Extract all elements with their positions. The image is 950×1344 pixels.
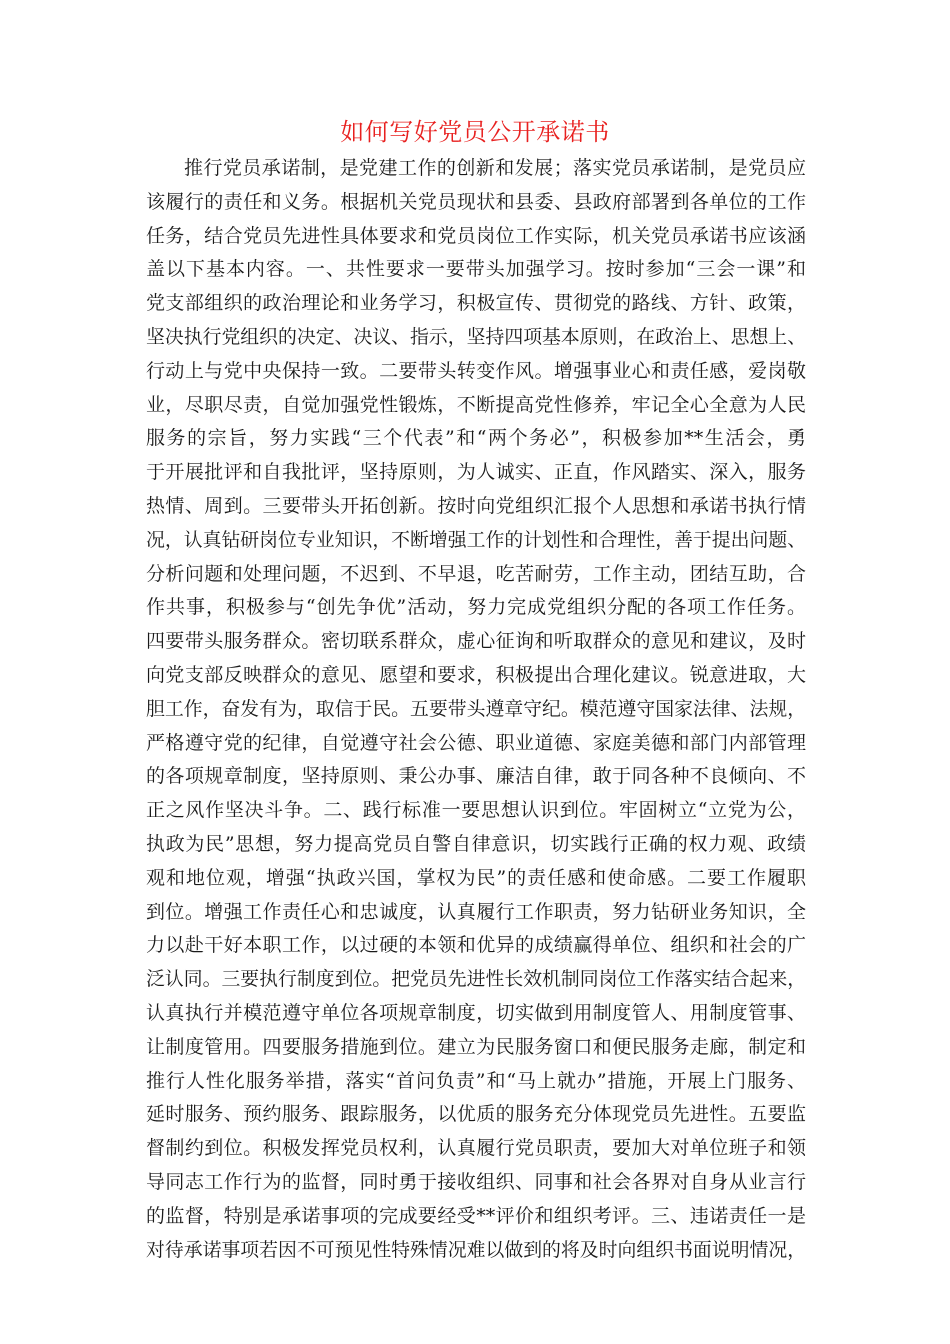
paragraph-line: 向党支部反映群众的意见、愿望和要求，积极提出合理化建议。锐意进取，大 (146, 663, 806, 686)
document-body (146, 152, 806, 1267)
paragraph-line: 执政为民”思想，努力提高党员自警自律意识，切实践行正确的权力观、政绩 (146, 832, 806, 855)
paragraph-line: 盖以下基本内容。一、共性要求一要带头加强学习。按时参加“三会一课”和 (146, 258, 806, 281)
paragraph-line: 泛认同。三要执行制度到位。把党员先进性长效机制同岗位工作落实结合起来， (146, 968, 807, 991)
paragraph-line: 力以赴干好本职工作，以过硬的本领和优异的成绩赢得单位、组织和社会的广 (146, 934, 806, 957)
document-title: 如何写好党员公开承诺书 (340, 118, 610, 146)
paragraph-line: 督制约到位。积极发挥党员权利，认真履行党员职责，要加大对单位班子和领 (146, 1137, 806, 1160)
paragraph-line: 党支部组织的政治理论和业务学习，积极宣传、贯彻党的路线、方针、政策， (146, 292, 806, 315)
paragraph-line: 分析问题和处理问题，不迟到、不早退，吃苦耐劳，工作主动，团结互助，合 (146, 562, 806, 585)
paragraph-line: 四要带头服务群众。密切联系群众，虚心征询和听取群众的意见和建议，及时 (146, 630, 806, 653)
paragraph-line: 导同志工作行为的监督，同时勇于接收组织、同事和社会各界对自身从业言行 (146, 1170, 806, 1193)
paragraph-line: 任务，结合党员先进性具体要求和党员岗位工作实际，机关党员承诺书应该涵 (146, 224, 806, 247)
paragraph-line: 服务的宗旨，努力实践“三个代表”和“两个务必”，积极参加**生活会，勇 (146, 427, 806, 450)
paragraph-line: 推行人性化服务举措，落实“首问负责”和“马上就办”措施，开展上门服务、 (146, 1069, 806, 1092)
paragraph-line: 延时服务、预约服务、跟踪服务，以优质的服务充分体现党员先进性。五要监 (146, 1103, 806, 1126)
paragraph-first-line: 推行党员承诺制，是党建工作的创新和发展；落实党员承诺制，是党员应 (184, 157, 806, 179)
paragraph-line: 认真执行并模范遵守单位各项规章制度，切实做到用制度管人、用制度管事、 (146, 1001, 806, 1024)
paragraph-line: 业，尽职尽责，自觉加强党性锻炼，不断提高党性修养，牢记全心全意为人民 (146, 393, 806, 416)
paragraph-line: 观和地位观，增强“执政兴国，掌权为民”的责任感和使命感。二要工作履职 (146, 866, 806, 889)
paragraph-line: 严格遵守党的纪律，自觉遵守社会公德、职业道德、家庭美德和部门内部管理 (146, 731, 806, 754)
paragraph-line: 于开展批评和自我批评，坚持原则，为人诚实、正直，作风踏实、深入，服务 (146, 461, 806, 484)
paragraph-line: 正之风作坚决斗争。二、践行标准一要思想认识到位。牢固树立“立党为公， (146, 799, 806, 822)
paragraph-line: 该履行的责任和义务。根据机关党员现状和县委、县政府部署到各单位的工作 (146, 190, 806, 213)
paragraph-line: 对待承诺事项若因不可预见性特殊情况难以做到的将及时向组织书面说明情况， (146, 1238, 807, 1261)
paragraph-line: 行动上与党中央保持一致。二要带头转变作风。增强事业心和责任感，爱岗敬 (146, 359, 806, 382)
paragraph-line: 作共事，积极参与“创先争优”活动，努力完成党组织分配的各项工作任务。 (146, 596, 806, 619)
paragraph-line: 让制度管用。四要服务措施到位。建立为民服务窗口和便民服务走廊，制定和 (146, 1035, 806, 1058)
paragraph-line: 的监督，特别是承诺事项的完成要经受**评价和组织考评。三、违诺责任一是 (146, 1204, 806, 1227)
paragraph-line: 况，认真钻研岗位专业知识，不断增强工作的计划性和合理性，善于提出问题、 (146, 528, 807, 551)
paragraph-line: 的各项规章制度，坚持原则、秉公办事、廉洁自律，敢于同各种不良倾向、不 (146, 765, 806, 788)
paragraph-line: 胆工作，奋发有为，取信于民。五要带头遵章守纪。模范遵守国家法律、法规， (146, 697, 807, 720)
paragraph-line: 热情、周到。三要带头开拓创新。按时向党组织汇报个人思想和承诺书执行情 (146, 494, 806, 517)
paragraph-line: 到位。增强工作责任心和忠诚度，认真履行工作职责，努力钻研业务知识，全 (146, 900, 806, 923)
paragraph-line: 坚决执行党组织的决定、决议、指示，坚持四项基本原则，在政治上、思想上、 (146, 325, 807, 348)
